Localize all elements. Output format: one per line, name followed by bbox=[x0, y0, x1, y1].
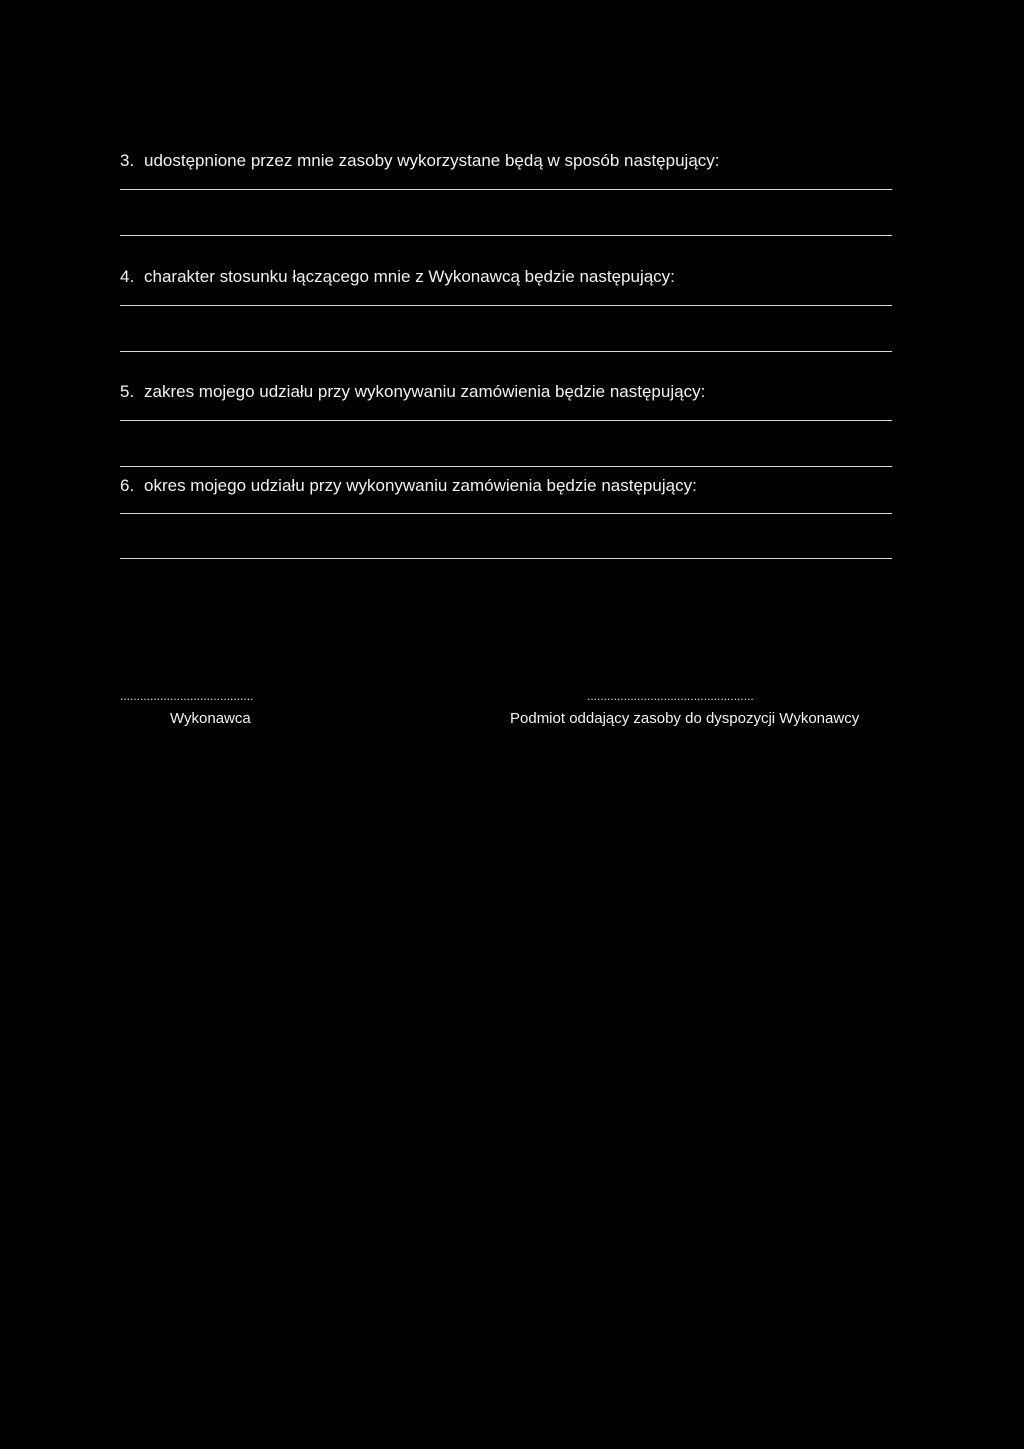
item-5-fill-line-1[interactable] bbox=[120, 420, 892, 421]
contractor-signature-line[interactable]: ........................................ bbox=[120, 690, 254, 702]
item-5-fill-line-2[interactable] bbox=[120, 466, 892, 467]
item-6-text: okres mojego udziału przy wykonywaniu zamówienia będzie następujący: bbox=[144, 476, 697, 495]
item-4-fill-line-1[interactable] bbox=[120, 305, 892, 306]
resource-provider-signature-line[interactable]: .................................................. bbox=[587, 690, 754, 702]
item-5-text: zakres mojego udziału przy wykonywaniu zamówienia będzie następujący: bbox=[144, 382, 706, 401]
item-5-heading bbox=[120, 382, 705, 402]
item-6-heading bbox=[120, 476, 697, 496]
item-6-number: 6. bbox=[120, 476, 135, 495]
item-3-text: udostępnione przez mnie zasoby wykorzystane będą w sposób następujący: bbox=[144, 151, 720, 170]
item-3-fill-line-1[interactable] bbox=[120, 189, 892, 190]
item-3-fill-line-2[interactable] bbox=[120, 235, 892, 236]
item-5-number: 5. bbox=[120, 382, 135, 401]
item-6-fill-line-2[interactable] bbox=[120, 558, 892, 559]
item-4-fill-line-2[interactable] bbox=[120, 351, 892, 352]
contractor-signature-label: Wykonawca bbox=[170, 710, 251, 727]
item-4-number: 4. bbox=[120, 267, 135, 286]
item-3-heading bbox=[120, 151, 720, 171]
resource-provider-signature-label: Podmiot oddający zasoby do dyspozycji Wykonawcy bbox=[510, 710, 860, 727]
item-4-heading bbox=[120, 267, 675, 287]
item-6-fill-line-1[interactable] bbox=[120, 513, 892, 514]
item-3-number: 3. bbox=[120, 151, 135, 170]
item-4-text: charakter stosunku łączącego mnie z Wykonawcą będzie następujący: bbox=[144, 267, 675, 286]
